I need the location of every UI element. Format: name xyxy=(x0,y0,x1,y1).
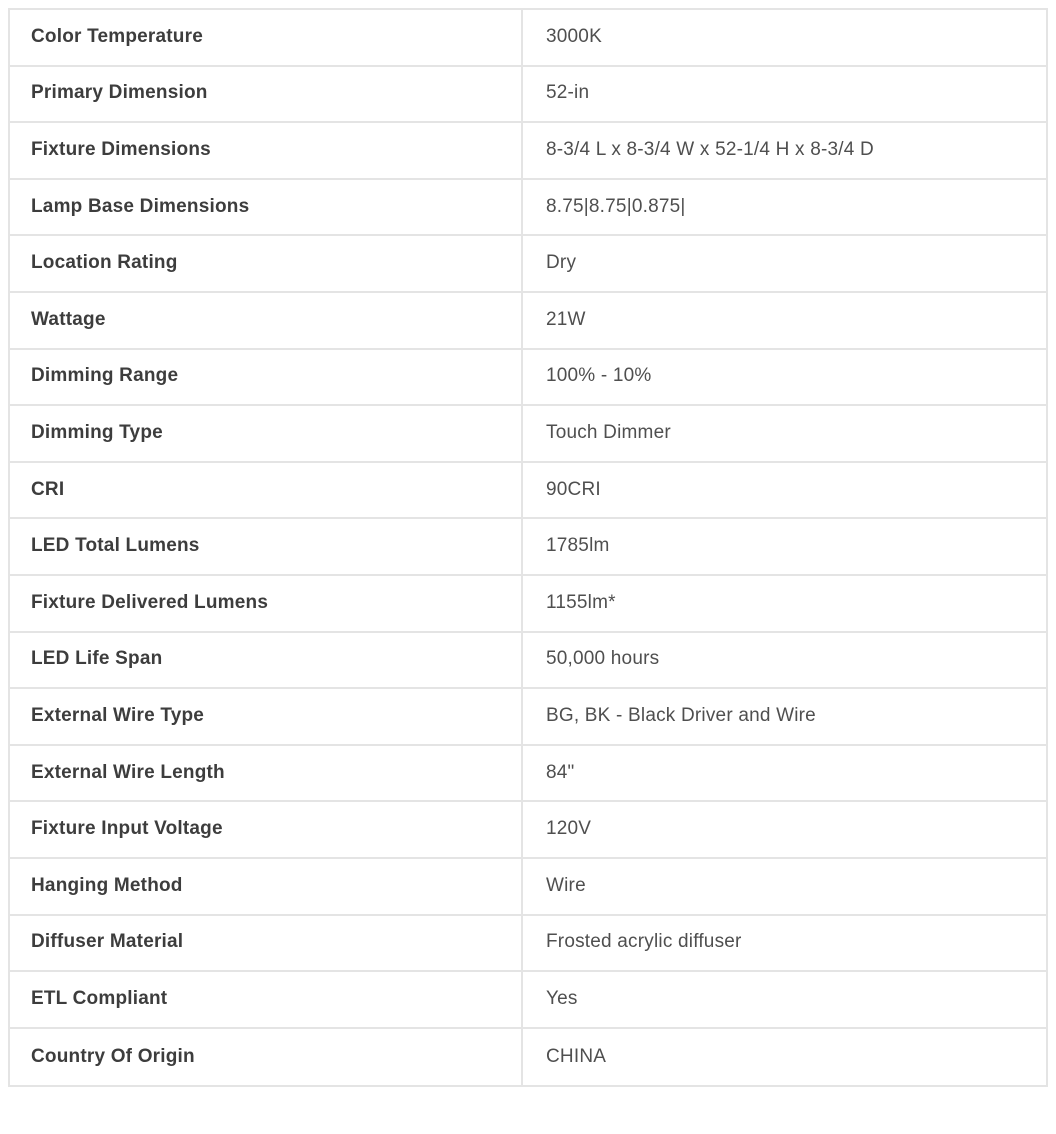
spec-value: 1785lm xyxy=(546,535,610,557)
spec-label: Fixture Delivered Lumens xyxy=(10,576,523,631)
spec-label: External Wire Length xyxy=(10,746,523,801)
spec-label: Wattage xyxy=(10,293,523,348)
spec-value: Yes xyxy=(546,987,578,1009)
spec-label: Primary Dimension xyxy=(10,67,523,122)
spec-label: Fixture Input Voltage xyxy=(10,802,523,857)
table-row xyxy=(10,802,1046,859)
spec-value: 50,000 hours xyxy=(546,648,660,670)
spec-value: 52-in xyxy=(546,82,590,104)
spec-label: Fixture Dimensions xyxy=(10,123,523,178)
spec-value: 120V xyxy=(546,818,592,840)
table-row xyxy=(10,972,1046,1029)
spec-value: 3000K xyxy=(546,25,602,47)
spec-value: Frosted acrylic diffuser xyxy=(546,931,742,953)
spec-value: BG, BK - Black Driver and Wire xyxy=(546,705,816,727)
spec-label: Location Rating xyxy=(10,236,523,291)
spec-label: ETL Compliant xyxy=(10,972,523,1027)
spec-label: Dimming Range xyxy=(10,350,523,405)
table-row xyxy=(10,1029,1046,1086)
table-row xyxy=(10,576,1046,633)
table-row xyxy=(10,350,1046,407)
spec-label: Diffuser Material xyxy=(10,916,523,971)
table-row xyxy=(10,293,1046,350)
spec-value: 1155lm* xyxy=(546,591,616,613)
spec-label: Country Of Origin xyxy=(10,1029,523,1086)
table-row xyxy=(10,67,1046,124)
spec-value: 84" xyxy=(546,761,575,783)
table-row xyxy=(10,859,1046,916)
table-row xyxy=(10,463,1046,520)
spec-value: Wire xyxy=(546,874,586,896)
spec-label: LED Total Lumens xyxy=(10,519,523,574)
spec-value: 8.75|8.75|0.875| xyxy=(546,195,686,217)
table-row xyxy=(10,180,1046,237)
table-row xyxy=(10,633,1046,690)
spec-value: 90CRI xyxy=(546,478,601,500)
table-row xyxy=(10,916,1046,973)
spec-value: 21W xyxy=(546,308,586,330)
spec-value: 8-3/4 L x 8-3/4 W x 52-1/4 H x 8-3/4 D xyxy=(546,139,874,161)
table-row xyxy=(10,689,1046,746)
spec-value: 100% - 10% xyxy=(546,365,652,387)
spec-label: CRI xyxy=(10,463,523,518)
spec-value: Dry xyxy=(546,252,577,274)
table-row xyxy=(10,746,1046,803)
table-row xyxy=(10,10,1046,67)
spec-label: Dimming Type xyxy=(10,406,523,461)
spec-value: CHINA xyxy=(546,1045,607,1067)
spec-value: Touch Dimmer xyxy=(546,422,671,444)
spec-label: Color Temperature xyxy=(10,10,523,65)
spec-label: LED Life Span xyxy=(10,633,523,688)
table-row xyxy=(10,406,1046,463)
spec-label: External Wire Type xyxy=(10,689,523,744)
spec-table xyxy=(8,8,1048,1087)
table-row xyxy=(10,123,1046,180)
table-row xyxy=(10,519,1046,576)
table-row xyxy=(10,236,1046,293)
spec-label: Hanging Method xyxy=(10,859,523,914)
spec-label: Lamp Base Dimensions xyxy=(10,180,523,235)
